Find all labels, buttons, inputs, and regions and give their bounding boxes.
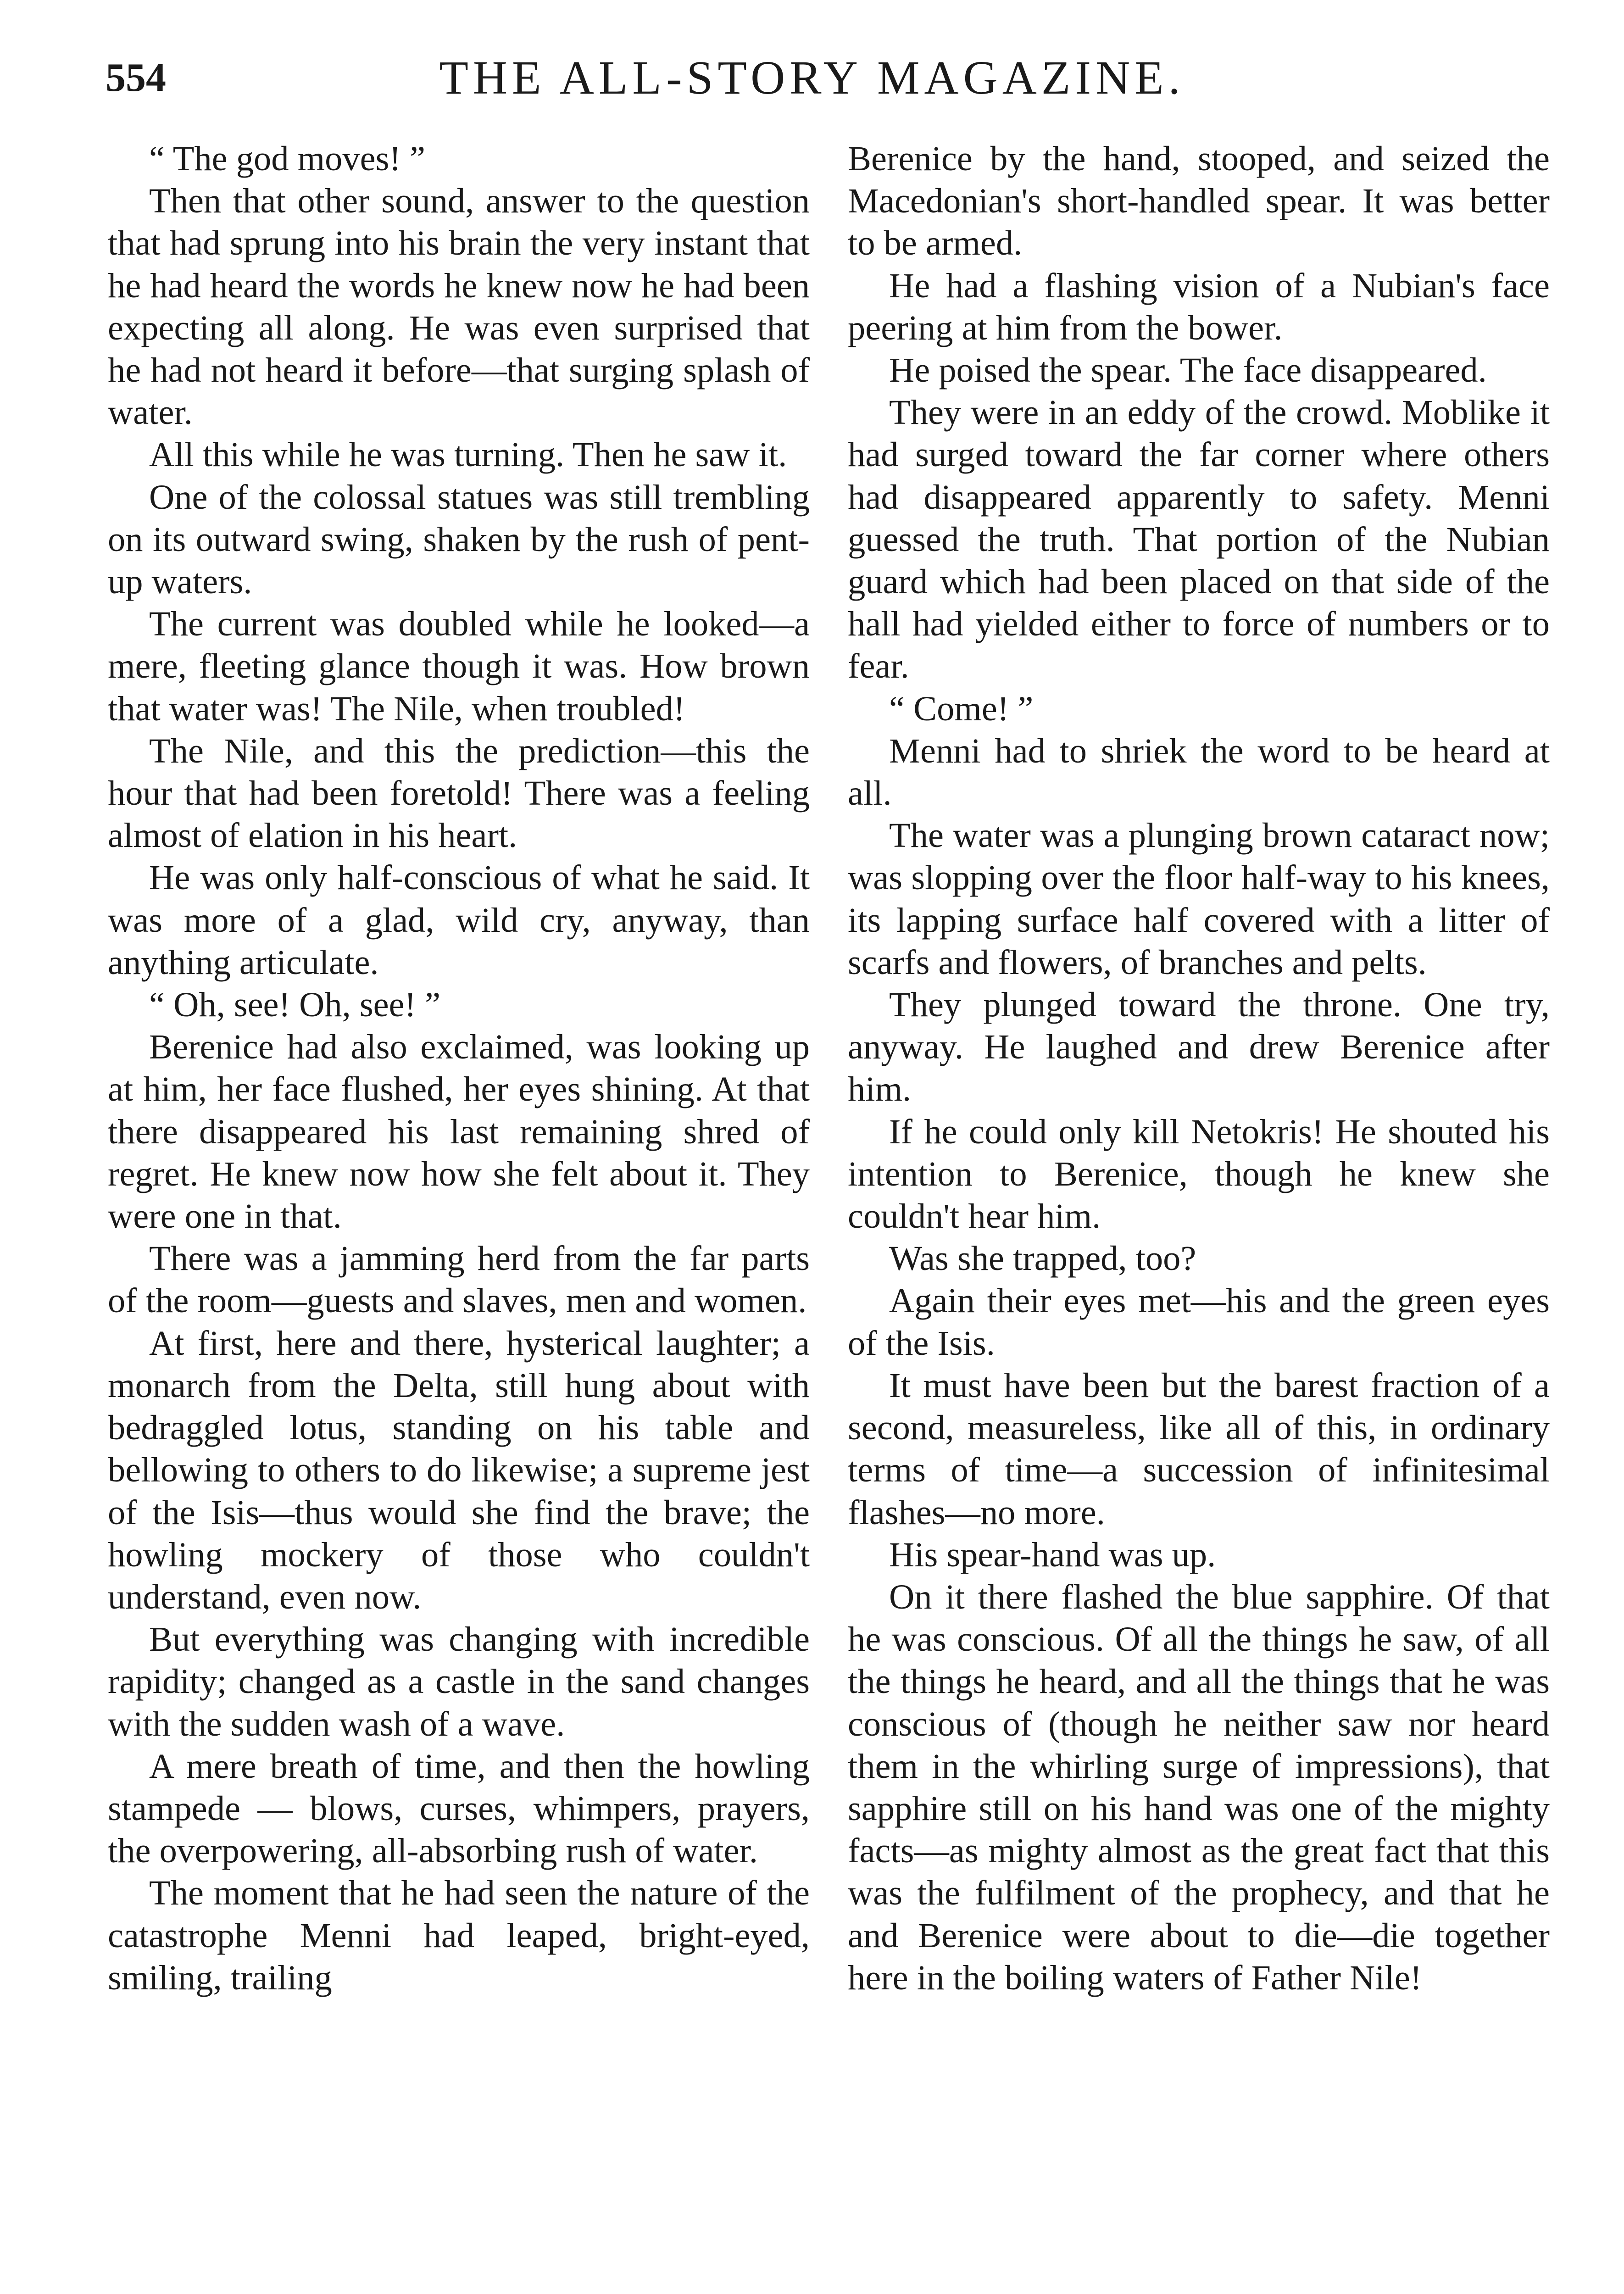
paragraph: “ Come! ” xyxy=(889,689,1034,728)
paragraph: It must have been but the barest fraction of a second, measureless, like all of this, in ordinary terms of time—a succession of infinitesimal flashes—no more. xyxy=(848,1365,1550,1532)
page-number: 554 xyxy=(106,56,166,100)
paragraph: Menni had to shriek the word to be heard at all. xyxy=(848,731,1550,813)
paragraph: The moment that he had seen the nature of the catastrophe Menni had leaped, bright-eyed, smiling, trailing xyxy=(108,1873,810,1997)
paragraph: They plunged toward the throne. One try, anyway. He laughed and drew Berenice after him. xyxy=(848,985,1550,1109)
paragraph: He poised the spear. The face disappeared. xyxy=(889,351,1487,390)
paragraph: His spear-hand was up. xyxy=(889,1535,1216,1574)
paragraph: One of the colossal statues was still trembling on its outward swing, shaken by the rush of pent-up waters. xyxy=(108,477,810,601)
paragraph: Berenice had also exclaimed, was looking up at him, her face flushed, her eyes shining. At that there disappeared his last remaining shred of regret. He knew now how she felt about it. They were one in that. xyxy=(108,1027,810,1236)
page-header xyxy=(106,50,1518,115)
running-title: THE ALL-STORY MAGAZINE. xyxy=(439,51,1185,104)
paragraph: There was a jamming herd from the far parts of the room—guests and slaves, men and women. xyxy=(108,1239,810,1320)
paragraph: Then that other sound, answer to the question that had sprung into his brain the very instant that he had heard the words he knew now he had been expecting all along. He was even surprised that he had not heard it before—that surging splash of water. xyxy=(108,181,810,432)
left-column xyxy=(108,138,810,1999)
paragraph: The Nile, and this the prediction—this the hour that had been foretold! There was a feeling almost of elation in his heart. xyxy=(108,731,810,855)
paragraph: He had a flashing vision of a Nubian's face peering at him from the bower. xyxy=(848,266,1550,347)
paragraph: If he could only kill Netokris! He shouted his intention to Berenice, though he knew she couldn't hear him. xyxy=(848,1112,1550,1236)
paragraph: Berenice by the hand, stooped, and seized the Macedonian's short-handled spear. It was better to be armed. xyxy=(848,139,1550,263)
paragraph: The water was a plunging brown cataract now; was slopping over the floor half-way to his knees, its lapping surface half covered with a litter of scarfs and flowers, of branches and pelts. xyxy=(848,816,1550,982)
paragraph: On it there flashed the blue sapphire. Of that he was conscious. Of all the things he saw, of all the things he heard, and all the things that he was conscious of (though he neither saw nor heard them in the whirling surge of impressions), that sapphire still on his hand was one of the mighty facts—as mighty almost as the great fact that this was the fulfilment of the prophecy, and that he and Berenice were about to die—die together here in the boiling waters of Father Nile! xyxy=(848,1577,1550,1997)
paragraph: Again their eyes met—his and the green eyes of the Isis. xyxy=(848,1281,1550,1363)
paragraph: They were in an eddy of the crowd. Moblike it had surged toward the far corner where others had disappeared apparently to safety. Menni guessed the truth. That portion of the Nubian guard which had been placed on that side of the hall had yielded either to force of numbers or to fear. xyxy=(848,393,1550,686)
right-column xyxy=(848,138,1550,1999)
paragraph: The current was doubled while he looked—a mere, fleeting glance though it was. How brown that water was! The Nile, when troubled! xyxy=(108,604,810,728)
paragraph: At first, here and there, hysterical laughter; a monarch from the Delta, still hung about with bedraggled lotus, standing on his table and bellowing to others to do likewise; a supreme jest of the Isis—thus would she find the brave; the howling mockery of those who couldn't understand, even now. xyxy=(108,1323,810,1616)
paragraph: He was only half-conscious of what he said. It was more of a glad, wild cry, anyway, than anything articulate. xyxy=(108,858,810,982)
paragraph: Was she trapped, too? xyxy=(889,1239,1196,1278)
paragraph: All this while he was turning. Then he saw it. xyxy=(149,435,787,474)
paragraph: “ Oh, see! Oh, see! ” xyxy=(149,985,441,1025)
paragraph: “ The god moves! ” xyxy=(149,139,425,178)
paragraph: A mere breath of time, and then the howling stampede — blows, curses, whimpers, prayers, the overpowering, all-absorbing rush of water. xyxy=(108,1746,810,1871)
paragraph: But everything was changing with incredible rapidity; changed as a castle in the sand changes with the sudden wash of a wave. xyxy=(108,1620,810,1743)
